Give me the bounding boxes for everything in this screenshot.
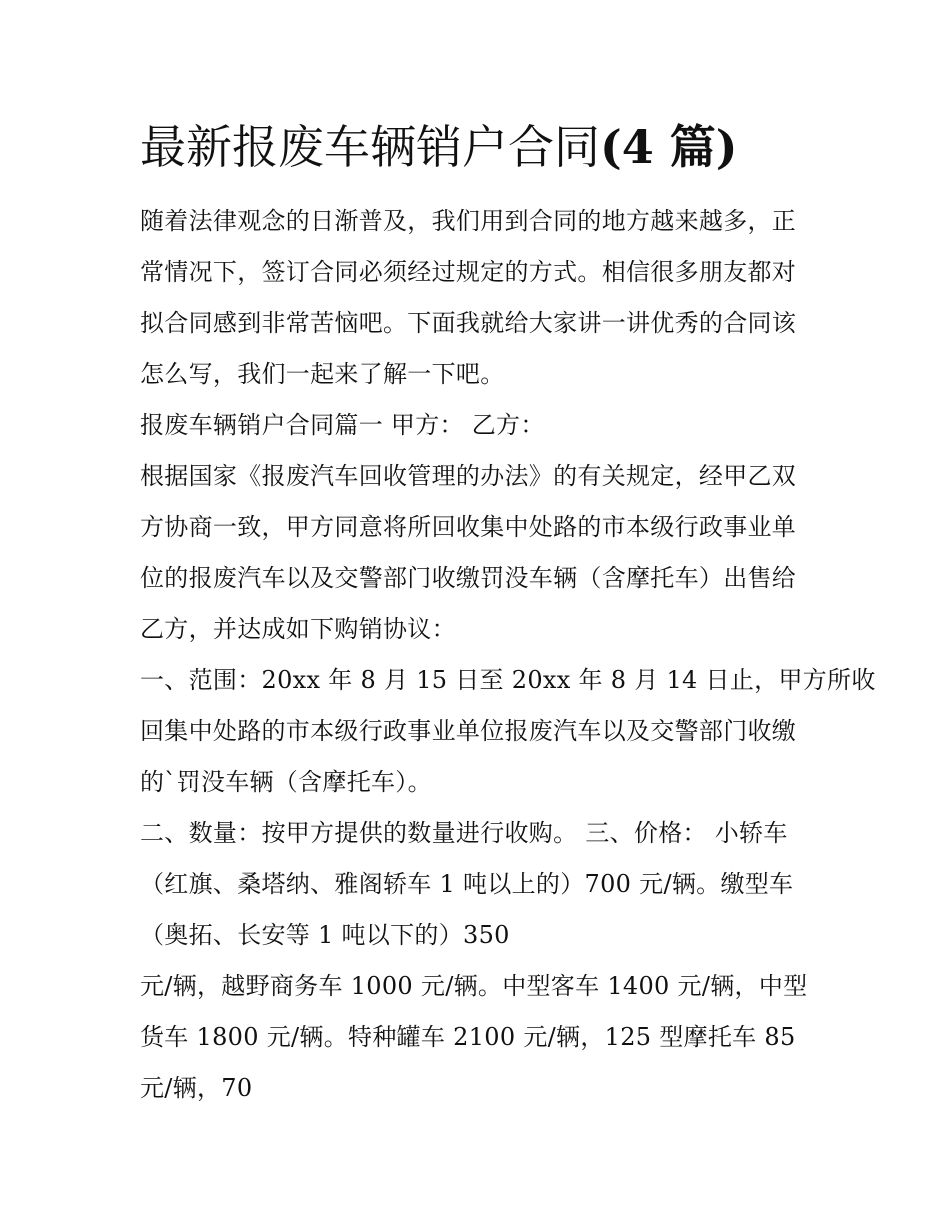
paragraph-line: 货车 1800 元/辆。特种罐车 2100 元/辆，125 型摩托车 85 (140, 1023, 796, 1051)
paragraph-line: 位的报废汽车以及交警部门收缴罚没车辆（含摩托车）出售给 (140, 564, 797, 592)
paragraph-line: 方协商一致，甲方同意将所回收集中处路的市本级行政事业单 (140, 513, 797, 541)
paragraph-line: 怎么写，我们一起来了解一下吧。 (140, 360, 505, 388)
paragraph-line: 一、范围：20xx 年 8 月 15 日至 20xx 年 8 月 14 日止，甲方所收 (140, 666, 876, 694)
paragraph-line: 乙方，并达成如下购销协议： (140, 615, 456, 643)
paragraph-line: 常情况下，签订合同必须经过规定的方式。相信很多朋友都对 (140, 258, 797, 286)
title-main: 最新报废车辆销户合同 (140, 120, 600, 174)
paragraph-line: 拟合同感到非常苦恼吧。下面我就给大家讲一讲优秀的合同该 (140, 309, 797, 337)
section-heading-line: 报废车辆销户合同篇一 甲方： 乙方： (140, 411, 545, 439)
paragraph-line: 随着法律观念的日渐普及，我们用到合同的地方越来越多，正 (140, 207, 797, 235)
paragraph-line: 元/辆，越野商务车 1000 元/辆。中型客车 1400 元/辆，中型 (140, 972, 808, 1000)
paragraph-line: 二、数量：按甲方提供的数量进行收购。 三、价格： 小轿车 (140, 819, 788, 847)
document-title (140, 112, 840, 182)
paragraph-line: （奥拓、长安等 1 吨以下的）350 (140, 921, 510, 949)
paragraph-line: 元/辆，70 (140, 1074, 253, 1102)
paragraph-line: 的`罚没车辆（含摩托车）。 (140, 768, 432, 796)
paragraph-line: （红旗、桑塔纳、雅阁轿车 1 吨以上的）700 元/辆。缴型车 (140, 870, 794, 898)
title-count: (4 篇) (600, 120, 738, 174)
paragraph-line: 根据国家《报废汽车回收管理的办法》的有关规定，经甲乙双 (140, 462, 797, 490)
paragraph-line: 回集中处路的市本级行政事业单位报废汽车以及交警部门收缴 (140, 717, 797, 745)
